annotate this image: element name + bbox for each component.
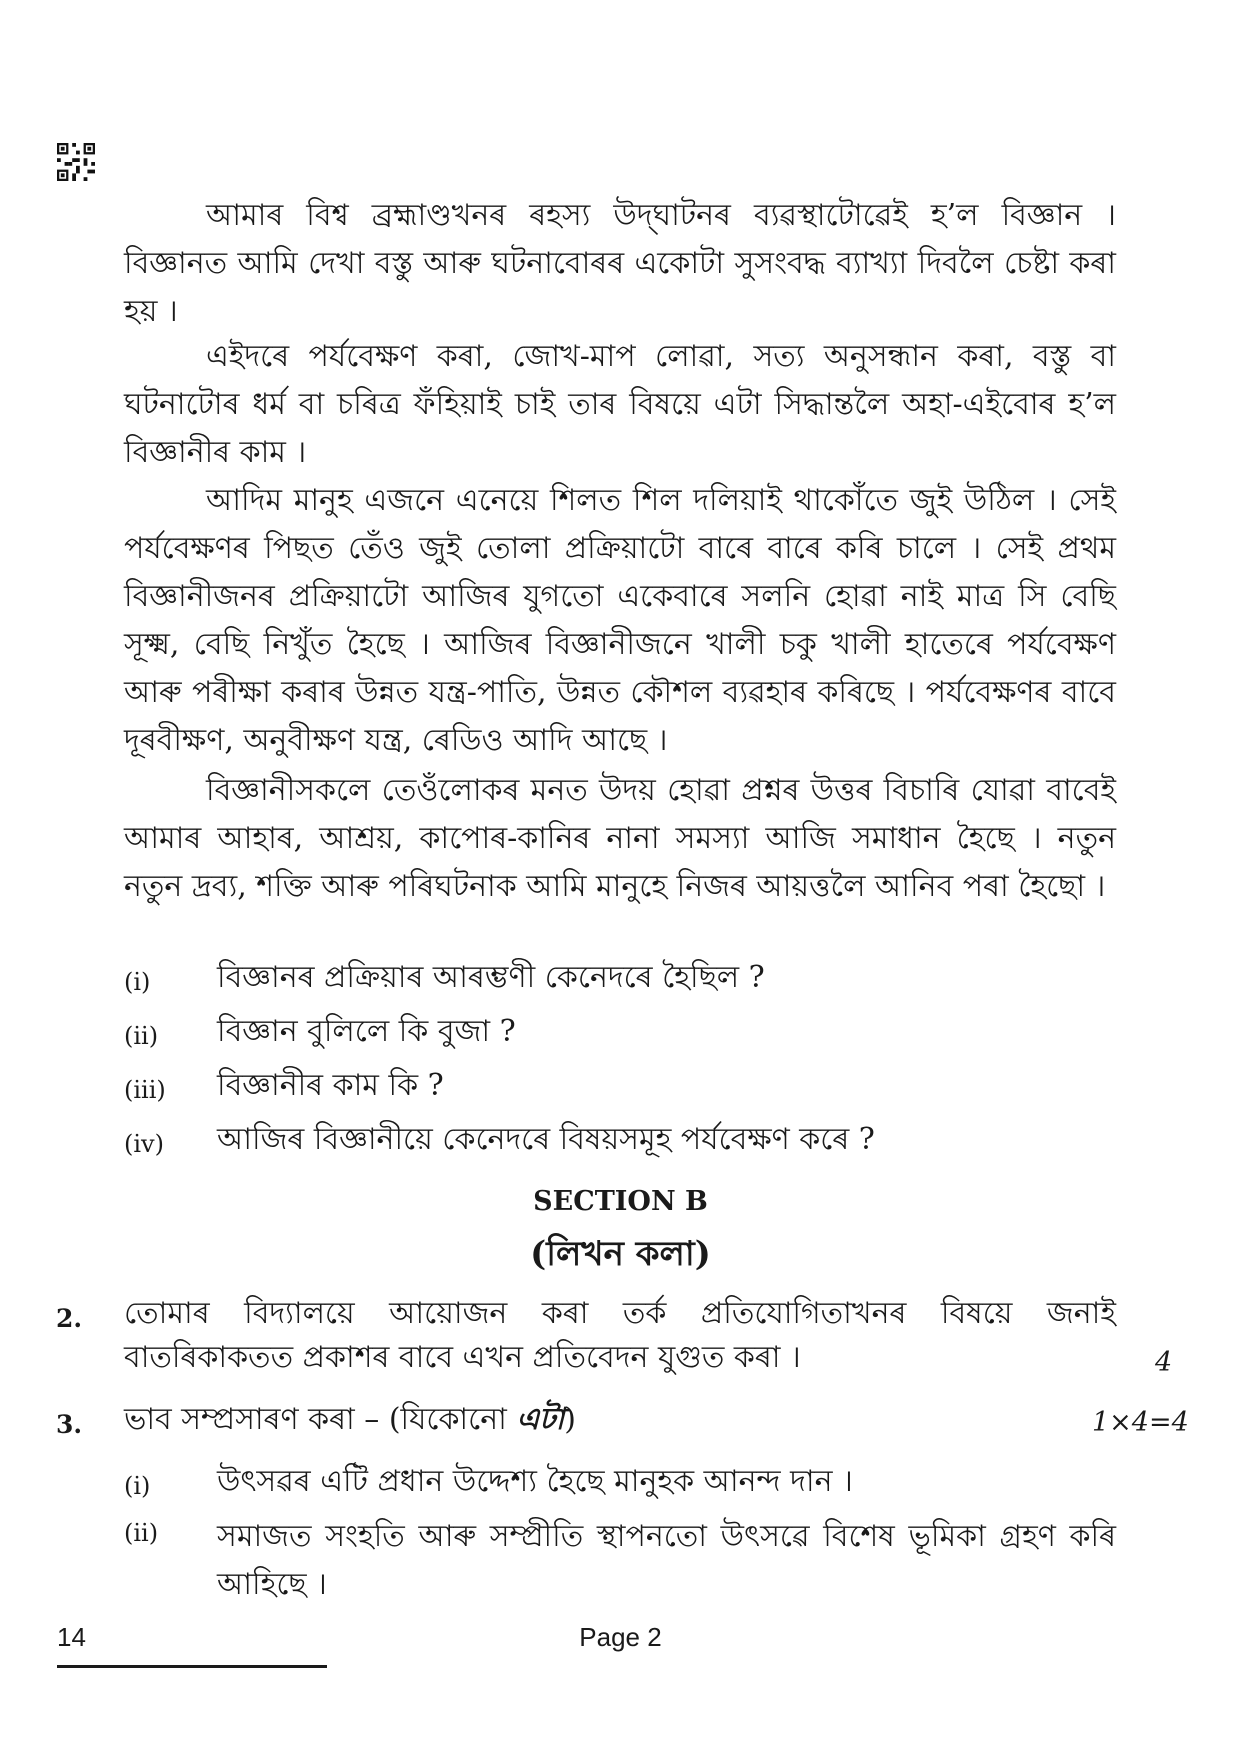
question-3-item-number: (ii) xyxy=(124,1519,159,1547)
question-3-item-text: উৎসৱৰ এটি প্ৰধান উদ্দেশ্য হৈছে মানুহক আনন্দ দান । xyxy=(217,1464,853,1499)
question-3-number: 3. xyxy=(56,1410,83,1439)
question-3-item-text: সমাজত সংহতি আৰু সম্প্ৰীতি স্থাপনতো উৎসৱে বিশেষ ভূমিকা গ্ৰহণ কৰি আহিছে । xyxy=(217,1519,1116,1602)
question-3-emphasis: এটা xyxy=(516,1402,565,1437)
question-number: (i) xyxy=(124,968,151,996)
passage-paragraph-3: আদিম মানুহ এজনে এনেয়ে শিলত শিল দলিয়াই থাকোঁতে জুই উঠিল । সেই পৰ্যবেক্ষণৰ পিছত তেঁও জুই তোলা প্ৰক্ৰিয়াটো বাৰে বাৰে কৰি চালে । সেই প্ৰথম বিজ্ঞানীজনৰ প্ৰক্ৰিয়াটো আজিৰ যুগতো একেবাৰে সলনি হোৱা নাই মাত্ৰ সি বেছি সূক্ষ্ম, বেছি নিখুঁত হৈছে । আজিৰ বিজ্ঞানীজনে খালী চকু খালী হাতেৰে পৰ্যবেক্ষণ আৰু পৰীক্ষা কৰাৰ উন্নত যন্ত্ৰ-পাতি, উন্নত কৌশল ব্যৱহাৰ কৰিছে । পৰ্যবেক্ষণৰ বাবে দূৰবীক্ষণ, অনুবীক্ষণ যন্ত্ৰ, ৰেডিও আদি আছে । xyxy=(124,483,1116,758)
question-3-text xyxy=(124,1398,1116,1442)
question-3-marks: 1×4=4 xyxy=(1092,1407,1189,1438)
qr-code-icon xyxy=(57,143,95,181)
question-number: (iv) xyxy=(124,1130,164,1158)
question-text: বিজ্ঞান বুলিলে কি বুজা ? xyxy=(217,1014,516,1049)
question-3-prefix: ভাব সম্প্ৰসাৰণ কৰা – (যিকোনো xyxy=(124,1402,517,1437)
passage-paragraph-2: এইদৰে পৰ্যবেক্ষণ কৰা, জোখ-মাপ লোৱা, সত্য অনুসন্ধান কৰা, বস্তু বা ঘটনাটোৰ ধৰ্ম বা চৰিত্ৰ ফঁহিয়াই চাই তাৰ বিষয়ে এটা সিদ্ধান্তলৈ অহা-এইবোৰ হ’ল বিজ্ঞানীৰ কাম । xyxy=(124,339,1116,470)
question-2-number: 2. xyxy=(56,1304,83,1333)
passage-paragraph-4: বিজ্ঞানীসকলে তেওঁলোকৰ মনত উদয় হোৱা প্ৰশ্নৰ উত্তৰ বিচাৰি যোৱা বাবেই আমাৰ আহাৰ, আশ্ৰয়, কাপোৰ-কানিৰ নানা সমস্যা আজি সমাধান হৈছে । নতুন নতুন দ্ৰব্য, শক্তি আৰু পৰিঘটনাক আমি মানুহে নিজৰ আয়ত্তলৈ আনিব পৰা হৈছো । xyxy=(124,773,1116,904)
question-number: (ii) xyxy=(124,1022,159,1050)
question-3-item-number: (i) xyxy=(124,1472,151,1500)
page-number: Page 2 xyxy=(579,1622,662,1652)
section-subtitle: (লিখন কলা) xyxy=(530,1234,711,1274)
footer-rule xyxy=(57,1665,327,1668)
question-3-suffix: ) xyxy=(564,1402,576,1437)
question-text: বিজ্ঞানৰ প্ৰক্ৰিয়াৰ আৰম্ভণী কেনেদৰে হৈছিল ? xyxy=(217,960,765,995)
question-2-marks: 4 xyxy=(1155,1347,1173,1378)
question-number: (iii) xyxy=(124,1076,166,1104)
question-text: বিজ্ঞানীৰ কাম কি ? xyxy=(217,1068,444,1103)
question-2-text: তোমাৰ বিদ্যালয়ে আয়োজন কৰা তৰ্ক প্ৰতিযোগিতাখনৰ বিষয়ে জনাই বাতৰিকাকতত প্ৰকাশৰ বাবে এখন প্ৰতিবেদন যুগুত কৰা । xyxy=(124,1296,1116,1375)
question-text: আজিৰ বিজ্ঞানীয়ে কেনেদৰে বিষয়সমূহ পৰ্যবেক্ষণ কৰে ? xyxy=(217,1122,875,1157)
page-code: 14 xyxy=(57,1622,86,1652)
section-title: SECTION B xyxy=(533,1186,708,1217)
passage-paragraph-1: আমাৰ বিশ্ব ব্ৰহ্মাণ্ডখনৰ ৰহস্য উদ্‌ঘাটনৰ ব্যৱস্থাটোৱেই হ’ল বিজ্ঞান । বিজ্ঞানত আমি দেখা বস্তু আৰু ঘটনাবোৰৰ একোটা সুসংবদ্ধ ব্যাখ্যা দিবলৈ চেষ্টা কৰা হয় । xyxy=(124,198,1116,329)
